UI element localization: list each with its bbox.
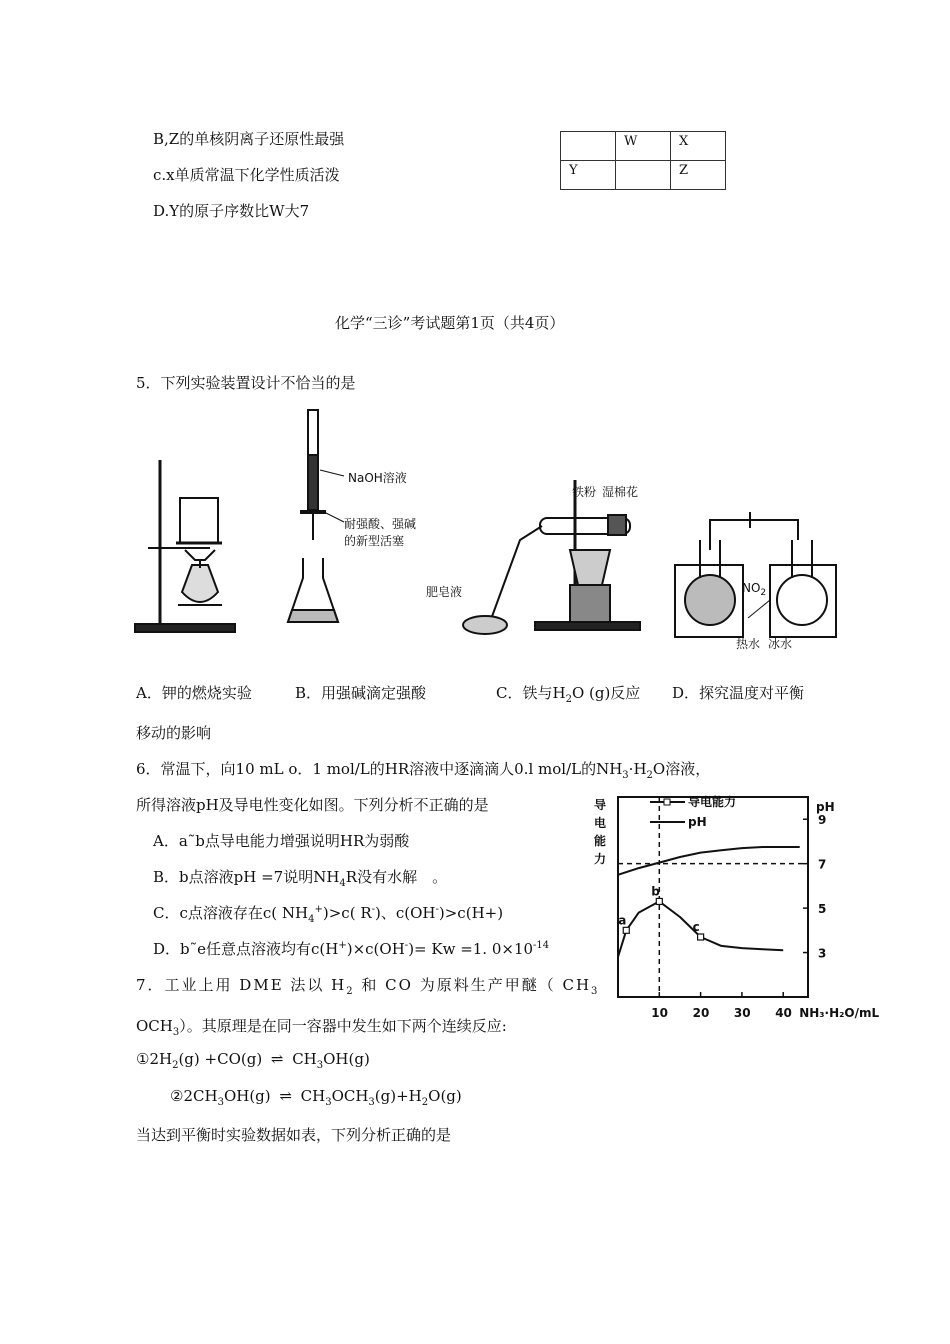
apparatus-d [675,512,836,637]
label-hot-water: 热水 [736,637,761,651]
label-iron: 铁粉 [572,485,597,499]
q6-stem-line2: 所得溶液pH及导电性变化如图。下列分析不正确的是 [136,796,489,814]
data-point-a [623,927,629,933]
table-cell: Y [561,161,616,190]
table-cell: Z [671,161,726,190]
label-stopcock-1: 耐强酸、强碱 [344,517,417,531]
legend-marker-conductivity [664,799,670,805]
legend-label-ph: pH [688,815,707,829]
chart-ylabel-left-3: 能 [594,834,607,848]
apparatus-b [288,410,344,622]
chart-ylabel-left-4: 力 [594,852,607,866]
series-ph-line [618,847,800,875]
equilibrium-arrow-icon: ⇌ [270,1050,284,1068]
q5-option-a: A．钾的燃烧实验 [136,684,252,702]
point-label-a: a [618,913,627,928]
q7-stem-line2: $OCH_3$）。其原理是在同一容器中发生如下两个连续反应: [136,1017,507,1038]
q4-option-d: D.Y的原子序数比W大7 [153,202,310,220]
point-label-c: c [692,920,700,934]
q5-option-c: C．铁与$H_2O$ (g)反应 [496,684,641,705]
q5-option-d: D．探究温度对平衡 [672,684,805,702]
chart-ylabel-left-1: 导 [594,798,607,812]
table-cell [561,132,616,161]
label-no2: $NO_2$ [742,581,767,598]
point-label-b: b [651,884,660,899]
q6-stem-line1: 6．常温下，向10 mL o．1 mol/L的HR溶液中逐滴滴人0.l mol/L的$NH_3\cdot H_2O$溶液， [136,760,711,781]
q7-reaction-1: $①2H_2(g) +CO(g)$ ⇌ $CH_3OH(g)$ [136,1050,370,1071]
q7-stem-line1: 7．工业上用 DME 法以 $H_2$ 和 CO 为原料生产甲醚（ $CH_3$ [136,976,600,997]
x-axis-label: NH₃·H₂O/mL [799,1006,880,1020]
label-naoh: NaOH溶液 [348,471,407,485]
table-cell: X [671,132,726,161]
chart-legend [650,794,736,829]
table-cell [616,161,671,190]
q4-option-b: B,Z的单核阴离子还原性最强 [153,130,345,148]
q6-option-d: D．b˜e任意点溶液均有c(H+)×c(OH-)= Kw =1. $0\times 10^{-14}$ [153,940,550,958]
apparatus-c [463,480,640,634]
q5-stem: 5．下列实验装置设计不恰当的是 [136,374,356,392]
q5-option-b: B．用强碱滴定强酸 [295,684,427,702]
q6-option-b: B．b点溶液pH =7说明$NH_4R$没有水解 。 [153,868,448,889]
x-tick-label: 10 [651,1006,669,1020]
q6-option-c: C．c点溶液存在c( $NH_4^+)>c$( R-)、c(OH-)>c(H+) [153,904,504,925]
label-stopcock-2: 的新型活塞 [344,534,405,548]
x-tick-label: 20 [692,1006,710,1020]
data-point-c [698,934,704,940]
label-cotton: 湿棉花 [602,485,639,499]
label-ice-water: 冰水 [768,637,793,651]
chart-ylabel-right: pH [816,800,835,814]
y-tick-label: 9 [818,813,827,828]
page-footer: 化学“三诊”考试题第1页（共4页） [335,314,565,332]
q4-option-c: c.x单质常温下化学性质活泼 [153,166,340,184]
q5-option-d-cont: 移动的影响 [136,724,212,742]
q7-last-line: 当达到平衡时实验数据如表，下列分析正确的是 [136,1126,452,1144]
chart-ylabel-left-2: 电 [594,816,607,830]
q6-option-a: A．a˜b点导电能力增强说明HR为弱酸 [153,832,410,850]
x-tick-label: 40 [775,1006,792,1020]
label-soap: 肥皂液 [426,585,463,599]
equilibrium-arrow-icon: ⇌ [279,1087,292,1105]
x-tick-label: 30 [733,1006,751,1020]
table-cell: W [616,132,671,161]
apparatus-a [135,460,235,632]
legend-label-conductivity: 导电能力 [688,795,737,809]
apparatus-figure [130,400,830,650]
y-tick-label: 5 [818,902,827,917]
y-tick-label: 3 [818,946,827,961]
periodic-table-fragment [560,131,726,190]
q7-reaction-2: $②2CH_3OH(g)$ ⇌ $CH_3OCH_3(g)+H_2O(g)$ [170,1087,462,1108]
chart-frame [618,797,808,997]
conductivity-ph-chart [590,785,880,1030]
y-tick-label: 7 [818,857,827,872]
data-point-b [656,898,662,904]
series-conductivity-line [618,901,783,957]
